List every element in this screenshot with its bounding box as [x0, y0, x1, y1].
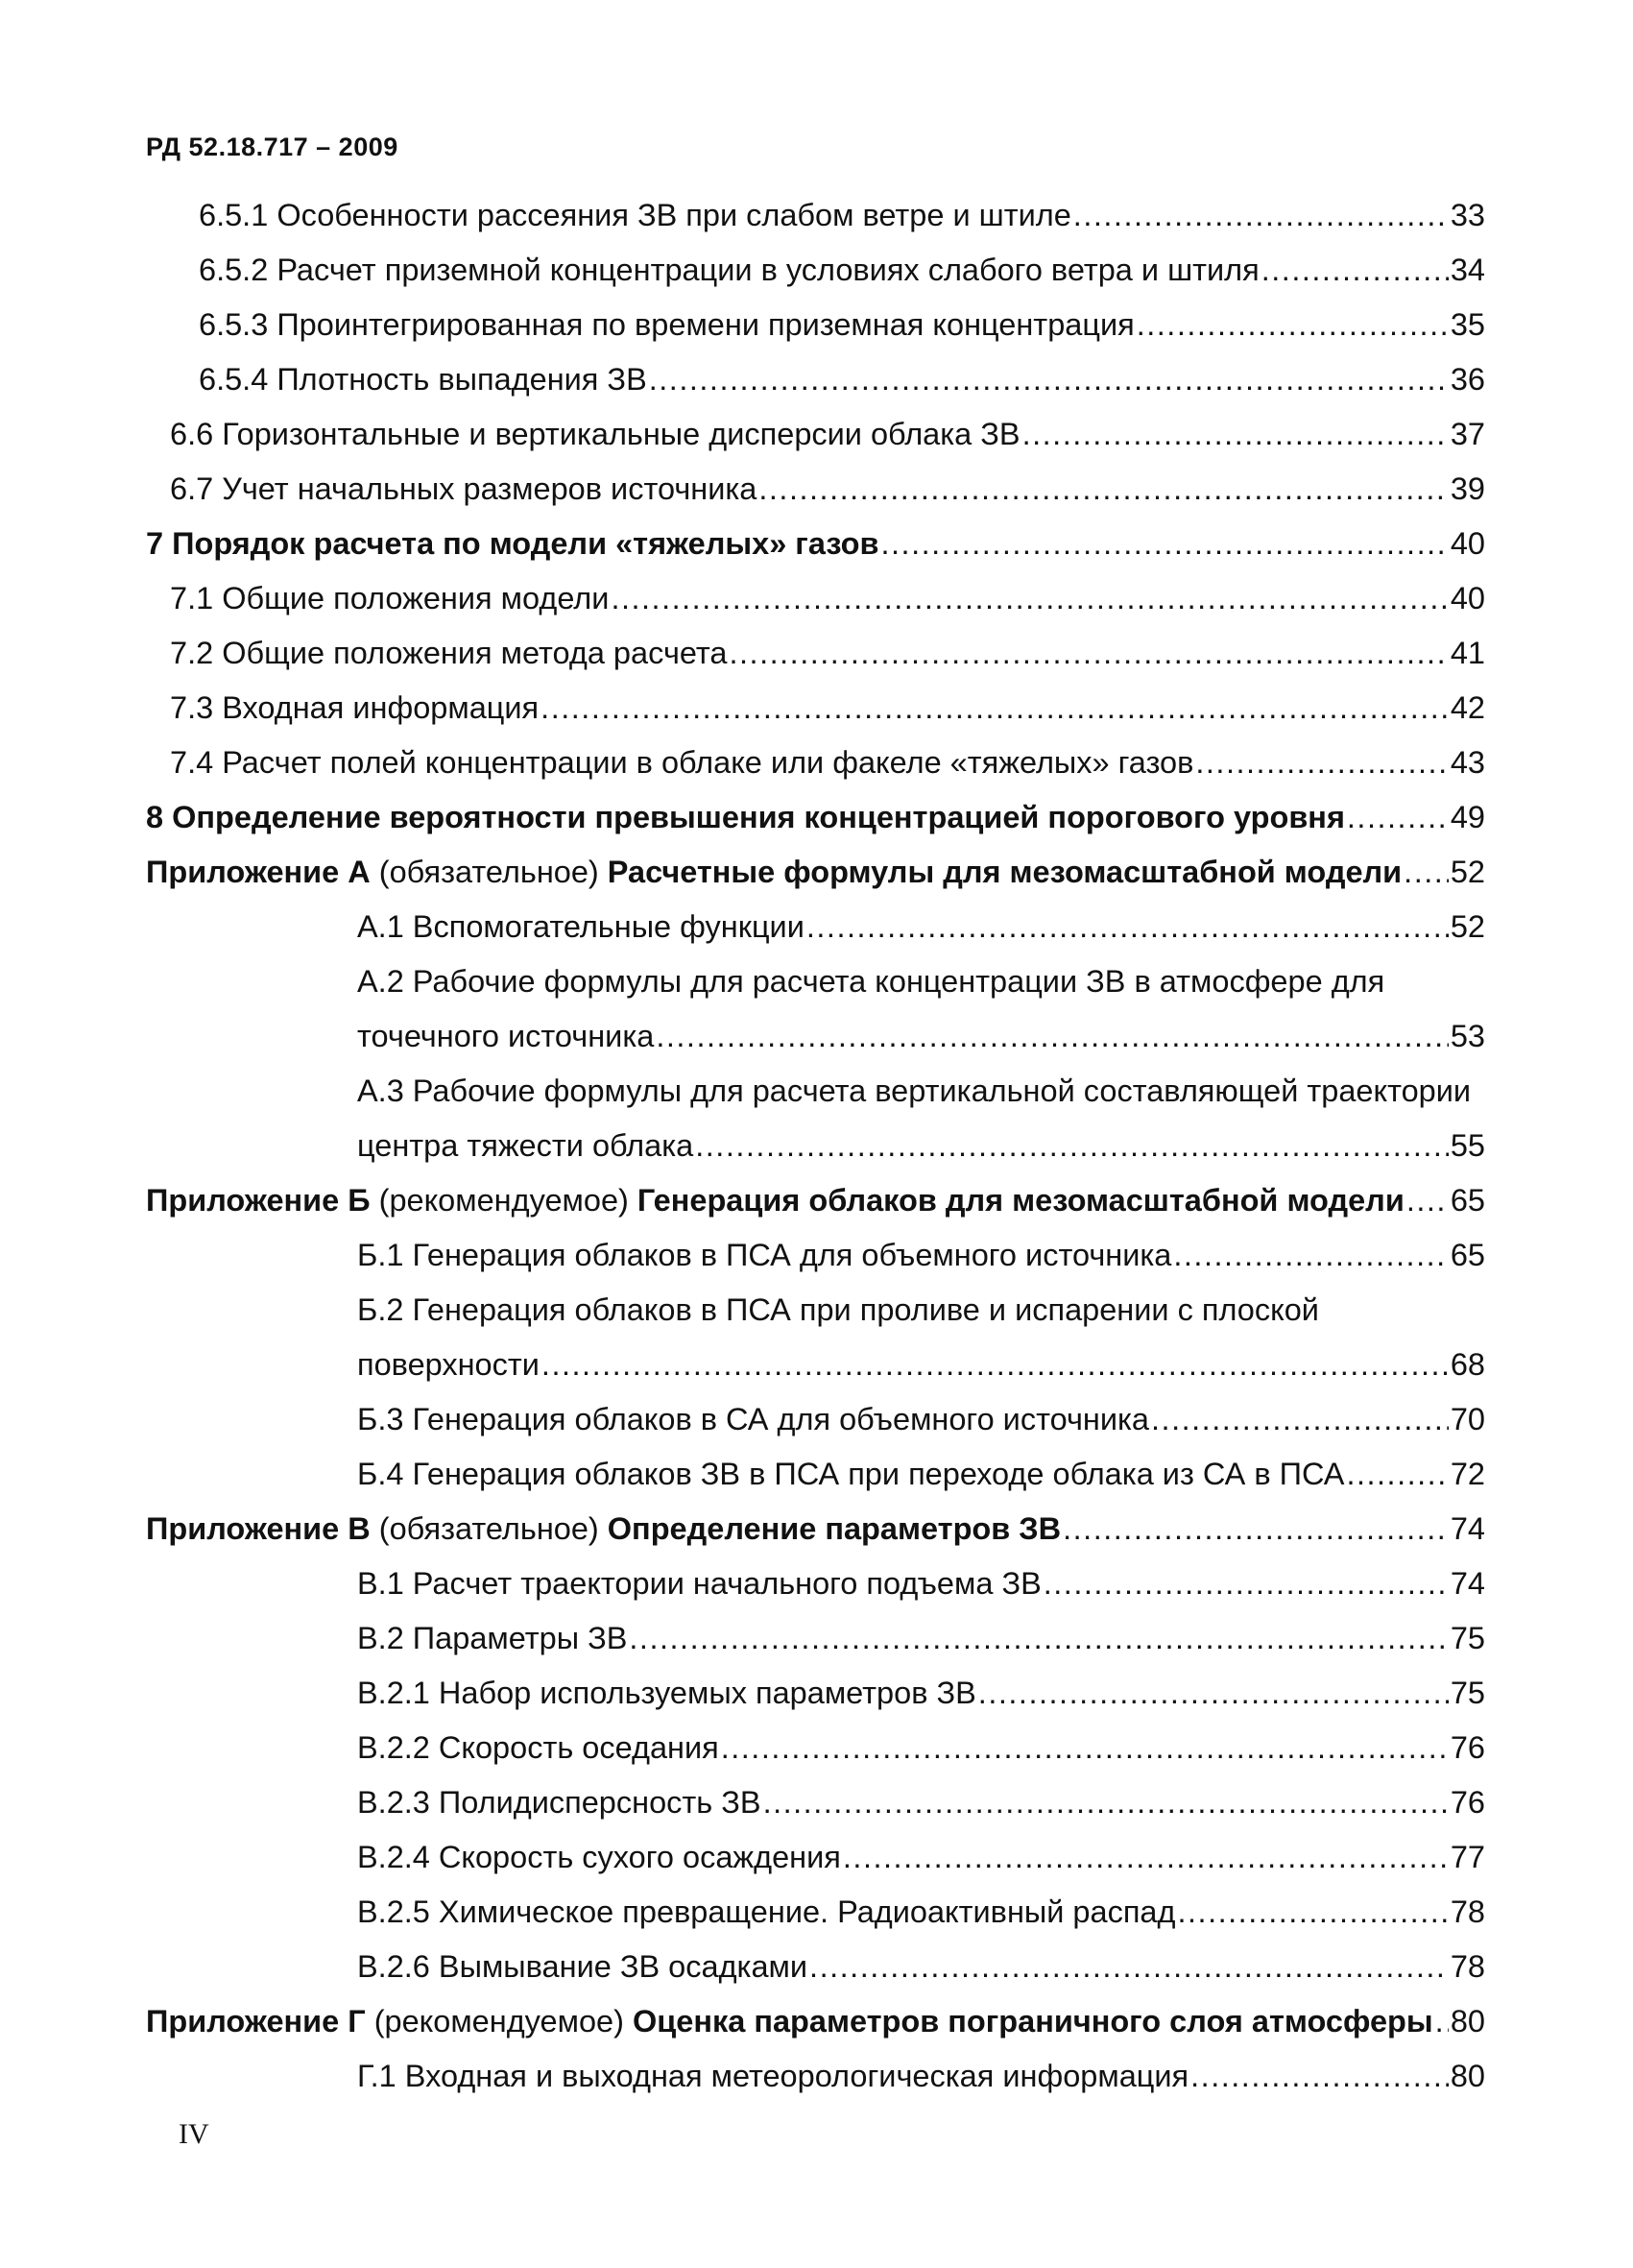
toc-entry[interactable] — [146, 683, 1485, 737]
toc-entry-title: В.2.3 Полидисперсность ЗВ — [357, 1785, 761, 1820]
toc-entry[interactable] — [146, 245, 1485, 300]
toc-page-number: 75 — [1450, 1676, 1485, 1710]
toc-page-number: 70 — [1450, 1402, 1485, 1436]
toc-entry[interactable] — [146, 1942, 1485, 1996]
dot-leader — [1406, 1183, 1449, 1218]
toc-page-number: 53 — [1450, 1019, 1485, 1053]
toc-entry[interactable] — [146, 354, 1485, 409]
toc-entry-title: Б.2 Генерация облаков в ПСА при проливе и испарении с плоской — [357, 1292, 1319, 1327]
toc-entry[interactable] — [146, 1339, 1485, 1394]
toc-page-number: 40 — [1450, 581, 1485, 615]
dot-leader — [1195, 745, 1448, 781]
toc-entry[interactable] — [146, 1011, 1485, 1066]
dot-leader — [1261, 253, 1449, 288]
appendix-name: Генерация облаков для мезомасштабной модели — [636, 1183, 1405, 1218]
dot-leader — [1073, 198, 1449, 233]
toc-entry-title: А.3 Рабочие формулы для расчета вертикальной составляющей траектории — [357, 1074, 1472, 1108]
toc-page-number: 52 — [1450, 909, 1485, 944]
toc-entry[interactable] — [146, 1558, 1485, 1613]
toc-page-number: 35 — [1450, 307, 1485, 342]
toc-entry-title: 6.5.3 Проинтегрированная по времени приземная концентрация — [199, 307, 1135, 342]
toc-entry[interactable] — [146, 956, 1485, 1011]
dot-leader — [1044, 1566, 1449, 1602]
toc-entry[interactable] — [146, 464, 1485, 519]
toc-page-number: 34 — [1450, 253, 1485, 287]
toc-entry[interactable] — [146, 1777, 1485, 1832]
toc-entry-title: 7.3 Входная информация — [170, 690, 540, 725]
dot-leader — [1173, 1238, 1448, 1273]
toc-entry-title: 7.4 Расчет полей концентрации в облаке или факеле «тяжелых» газов — [170, 745, 1194, 780]
dot-leader — [611, 581, 1448, 616]
toc-entry-title: В.2.4 Скорость сухого осаждения — [357, 1840, 841, 1874]
toc-page-number: 65 — [1450, 1183, 1485, 1218]
dot-leader — [809, 1949, 1449, 1985]
toc-page-number: 76 — [1450, 1785, 1485, 1820]
appendix-label: Приложение Г — [146, 2004, 366, 2039]
dot-leader — [1347, 800, 1449, 835]
toc-page-number: 74 — [1450, 1566, 1485, 1601]
appendix-label: Приложение В — [146, 1511, 371, 1546]
dot-leader — [649, 362, 1449, 398]
toc-entry[interactable] — [146, 1285, 1485, 1339]
toc-entry-title: центра тяжести облака — [357, 1128, 694, 1163]
toc-entry-title: 6.6 Горизонтальные и вертикальные дисперсии облака ЗВ — [170, 417, 1021, 451]
toc-page-number: 36 — [1450, 362, 1485, 397]
toc-page-number: 52 — [1450, 855, 1485, 889]
toc-page-number: 77 — [1450, 1840, 1485, 1874]
dot-leader — [1151, 1402, 1449, 1437]
dot-leader — [978, 1676, 1449, 1711]
dot-leader — [763, 1785, 1449, 1821]
toc-entry[interactable] — [146, 792, 1485, 847]
toc-page-number: 78 — [1450, 1894, 1485, 1929]
dot-leader — [1435, 2004, 1449, 2039]
toc-entry-title: Г.1 Входная и выходная метеорологическая информация — [357, 2059, 1189, 2093]
appendix-name: Оценка параметров пограничного слоя атмосферы — [632, 2004, 1433, 2039]
toc-page-number: 72 — [1450, 1457, 1485, 1491]
toc-entry[interactable] — [146, 1668, 1485, 1723]
toc-page-number: 43 — [1450, 745, 1485, 780]
dot-leader — [541, 1347, 1449, 1383]
toc-page-number: 40 — [1450, 526, 1485, 561]
toc-entry-title: 6.5.2 Расчет приземной концентрации в условиях слабого ветра и штиля — [199, 253, 1260, 287]
dot-leader — [695, 1128, 1449, 1164]
toc-entry-title: А.2 Рабочие формулы для расчета концентрации ЗВ в атмосфере для — [357, 964, 1385, 999]
toc-entry[interactable] — [146, 847, 1485, 902]
toc-entry[interactable] — [146, 1723, 1485, 1777]
toc-entry-title: Б.3 Генерация облаков в СА для объемного источника — [357, 1402, 1150, 1436]
dot-leader — [806, 909, 1449, 945]
toc-entry[interactable] — [146, 1230, 1485, 1285]
dot-leader — [1346, 1457, 1448, 1492]
toc-entry[interactable] — [146, 628, 1485, 683]
toc-entry[interactable] — [146, 1394, 1485, 1449]
toc-appendix-title — [146, 1183, 1405, 1218]
toc-entry[interactable] — [146, 573, 1485, 628]
toc-entry[interactable] — [146, 1613, 1485, 1668]
dot-leader — [1063, 1511, 1449, 1547]
toc-page-number: 76 — [1450, 1730, 1485, 1765]
toc-entry-title: 7 Порядок расчета по модели «тяжелых» газов — [146, 526, 879, 561]
appendix-name: Расчетные формулы для мезомасштабной модели — [607, 855, 1403, 889]
toc-entry-title: 6.7 Учет начальных размеров источника — [170, 471, 757, 506]
toc-entry[interactable] — [146, 519, 1485, 573]
toc-entry[interactable] — [146, 1121, 1485, 1175]
dot-leader — [1022, 417, 1449, 452]
toc-entry[interactable] — [146, 409, 1485, 464]
toc-entry-title: В.1 Расчет траектории начального подъема ЗВ — [357, 1566, 1042, 1601]
toc-entry-title: поверхности — [357, 1347, 540, 1382]
toc-entry[interactable] — [146, 902, 1485, 956]
dot-leader — [843, 1840, 1449, 1875]
dot-leader — [1190, 2059, 1449, 2094]
toc-appendix-title — [146, 2004, 1433, 2039]
toc-page-number: 37 — [1450, 417, 1485, 451]
toc-entry[interactable] — [146, 300, 1485, 354]
toc-entry-title: В.2.5 Химическое превращение. Радиоактивный распад — [357, 1894, 1176, 1929]
appendix-kind: (обязательное) — [378, 855, 599, 889]
dot-leader — [721, 1730, 1449, 1766]
toc-entry-title: А.1 Вспомогательные функции — [357, 909, 804, 944]
toc-page-number: 49 — [1450, 800, 1485, 834]
dot-leader — [1404, 855, 1449, 890]
toc-page-number: 80 — [1450, 2059, 1485, 2093]
toc-entry[interactable] — [146, 1175, 1485, 1230]
toc-page-number: 55 — [1450, 1128, 1485, 1163]
dot-leader — [758, 471, 1448, 507]
document-code: РД 52.18.717 – 2009 — [146, 133, 398, 161]
toc-entry[interactable] — [146, 1887, 1485, 1942]
toc-page-number: 74 — [1450, 1511, 1485, 1546]
appendix-kind: (рекомендуемое) — [373, 2004, 624, 2039]
appendix-label: Приложение Б — [146, 1183, 371, 1218]
toc-page-number: 39 — [1450, 471, 1485, 506]
toc-entry-title: В.2 Параметры ЗВ — [357, 1621, 628, 1655]
toc-entry[interactable] — [146, 1832, 1485, 1887]
toc-entry-title: В.2.1 Набор используемых параметров ЗВ — [357, 1676, 976, 1710]
toc-entry-title: точечного источника — [357, 1019, 655, 1053]
appendix-kind: (обязательное) — [378, 1511, 599, 1546]
dot-leader — [1177, 1894, 1448, 1930]
toc-entry-title: 6.5.1 Особенности рассеяния ЗВ при слабом ветре и штиле — [199, 198, 1071, 232]
toc-entry[interactable] — [146, 190, 1485, 245]
dot-leader — [730, 636, 1449, 671]
table-of-contents — [146, 190, 1485, 2106]
toc-page-number: 33 — [1450, 198, 1485, 232]
toc-page-number: 68 — [1450, 1347, 1485, 1382]
toc-page-number: 78 — [1450, 1949, 1485, 1984]
toc-entry-title: Б.1 Генерация облаков в ПСА для объемного источника — [357, 1238, 1172, 1272]
appendix-name: Определение параметров ЗВ — [607, 1511, 1062, 1546]
toc-page-number: 42 — [1450, 690, 1485, 725]
toc-page-number: 41 — [1450, 636, 1485, 670]
toc-appendix-title — [146, 1511, 1061, 1547]
toc-page-number: 75 — [1450, 1621, 1485, 1655]
dot-leader — [1137, 307, 1449, 343]
appendix-kind: (рекомендуемое) — [378, 1183, 629, 1218]
toc-appendix-title — [146, 855, 1402, 890]
page-number: IV — [179, 2118, 209, 2150]
toc-entry-title: Б.4 Генерация облаков ЗВ в ПСА при переходе облака из СА в ПСА — [357, 1457, 1345, 1491]
toc-entry[interactable] — [146, 737, 1485, 792]
toc-entry[interactable] — [146, 1066, 1485, 1121]
toc-entry[interactable] — [146, 2051, 1485, 2106]
dot-leader — [656, 1019, 1449, 1054]
dot-leader — [629, 1621, 1448, 1656]
toc-entry-title: В.2.6 Вымывание ЗВ осадками — [357, 1949, 808, 1984]
toc-entry-title: 7.1 Общие положения модели — [170, 581, 610, 615]
toc-entry-title: 7.2 Общие положения метода расчета — [170, 636, 728, 670]
toc-entry[interactable] — [146, 1449, 1485, 1504]
dot-leader — [881, 526, 1449, 562]
toc-page-number: 80 — [1450, 2004, 1485, 2039]
toc-entry-title: 6.5.4 Плотность выпадения ЗВ — [199, 362, 647, 397]
dot-leader — [540, 690, 1449, 726]
appendix-label: Приложение А — [146, 855, 371, 889]
toc-entry-title: В.2.2 Скорость оседания — [357, 1730, 719, 1765]
toc-page-number: 65 — [1450, 1238, 1485, 1272]
toc-entry-title: 8 Определение вероятности превышения концентрацией порогового уровня — [146, 800, 1345, 834]
toc-entry[interactable] — [146, 1996, 1485, 2051]
toc-entry[interactable] — [146, 1504, 1485, 1558]
